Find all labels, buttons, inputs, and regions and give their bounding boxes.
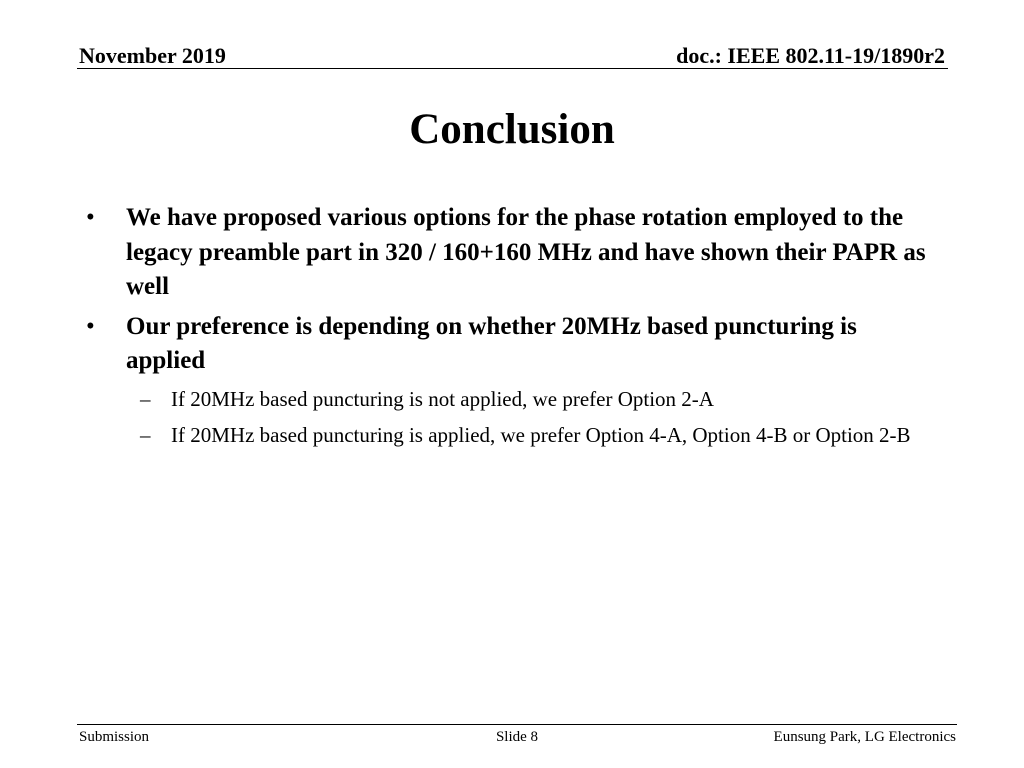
bullet-item [84, 201, 941, 305]
sub-bullet-marker: – [140, 386, 151, 411]
bullet-marker: • [86, 204, 95, 231]
header-doc-id: doc.: IEEE 802.11-19/1890r2 [676, 43, 945, 68]
sub-bullet-item [84, 384, 941, 414]
footer-slide-number: Slide 8 [495, 729, 539, 745]
bullet-item [84, 310, 941, 379]
bullet-text: We have proposed various options for the phase rotation employed to the legacy preamble part in 320 / 160+160 MHz and have shown their PAPR as well [126, 204, 926, 300]
header-date: November 2019 [79, 43, 226, 68]
bullet-text: Our preference is depending on whether 20MHz based puncturing is applied [126, 312, 857, 374]
sub-bullet-text: If 20MHz based puncturing is applied, we prefer Option 4-A, Option 4-B or Option 2-B [171, 422, 911, 447]
slide-title: Conclusion [409, 106, 615, 153]
slide-content [84, 201, 954, 456]
footer-submission: Submission [79, 729, 150, 745]
footer-divider [77, 724, 957, 725]
header-divider [77, 68, 948, 69]
bullet-marker: • [86, 312, 95, 340]
sub-bullet-text: If 20MHz based puncturing is not applied, we prefer Option 2-A [171, 386, 714, 411]
sub-bullet-marker: – [140, 422, 151, 447]
footer-author: Eunsung Park, LG Electronics [773, 729, 956, 745]
sub-bullet-item [84, 420, 941, 450]
